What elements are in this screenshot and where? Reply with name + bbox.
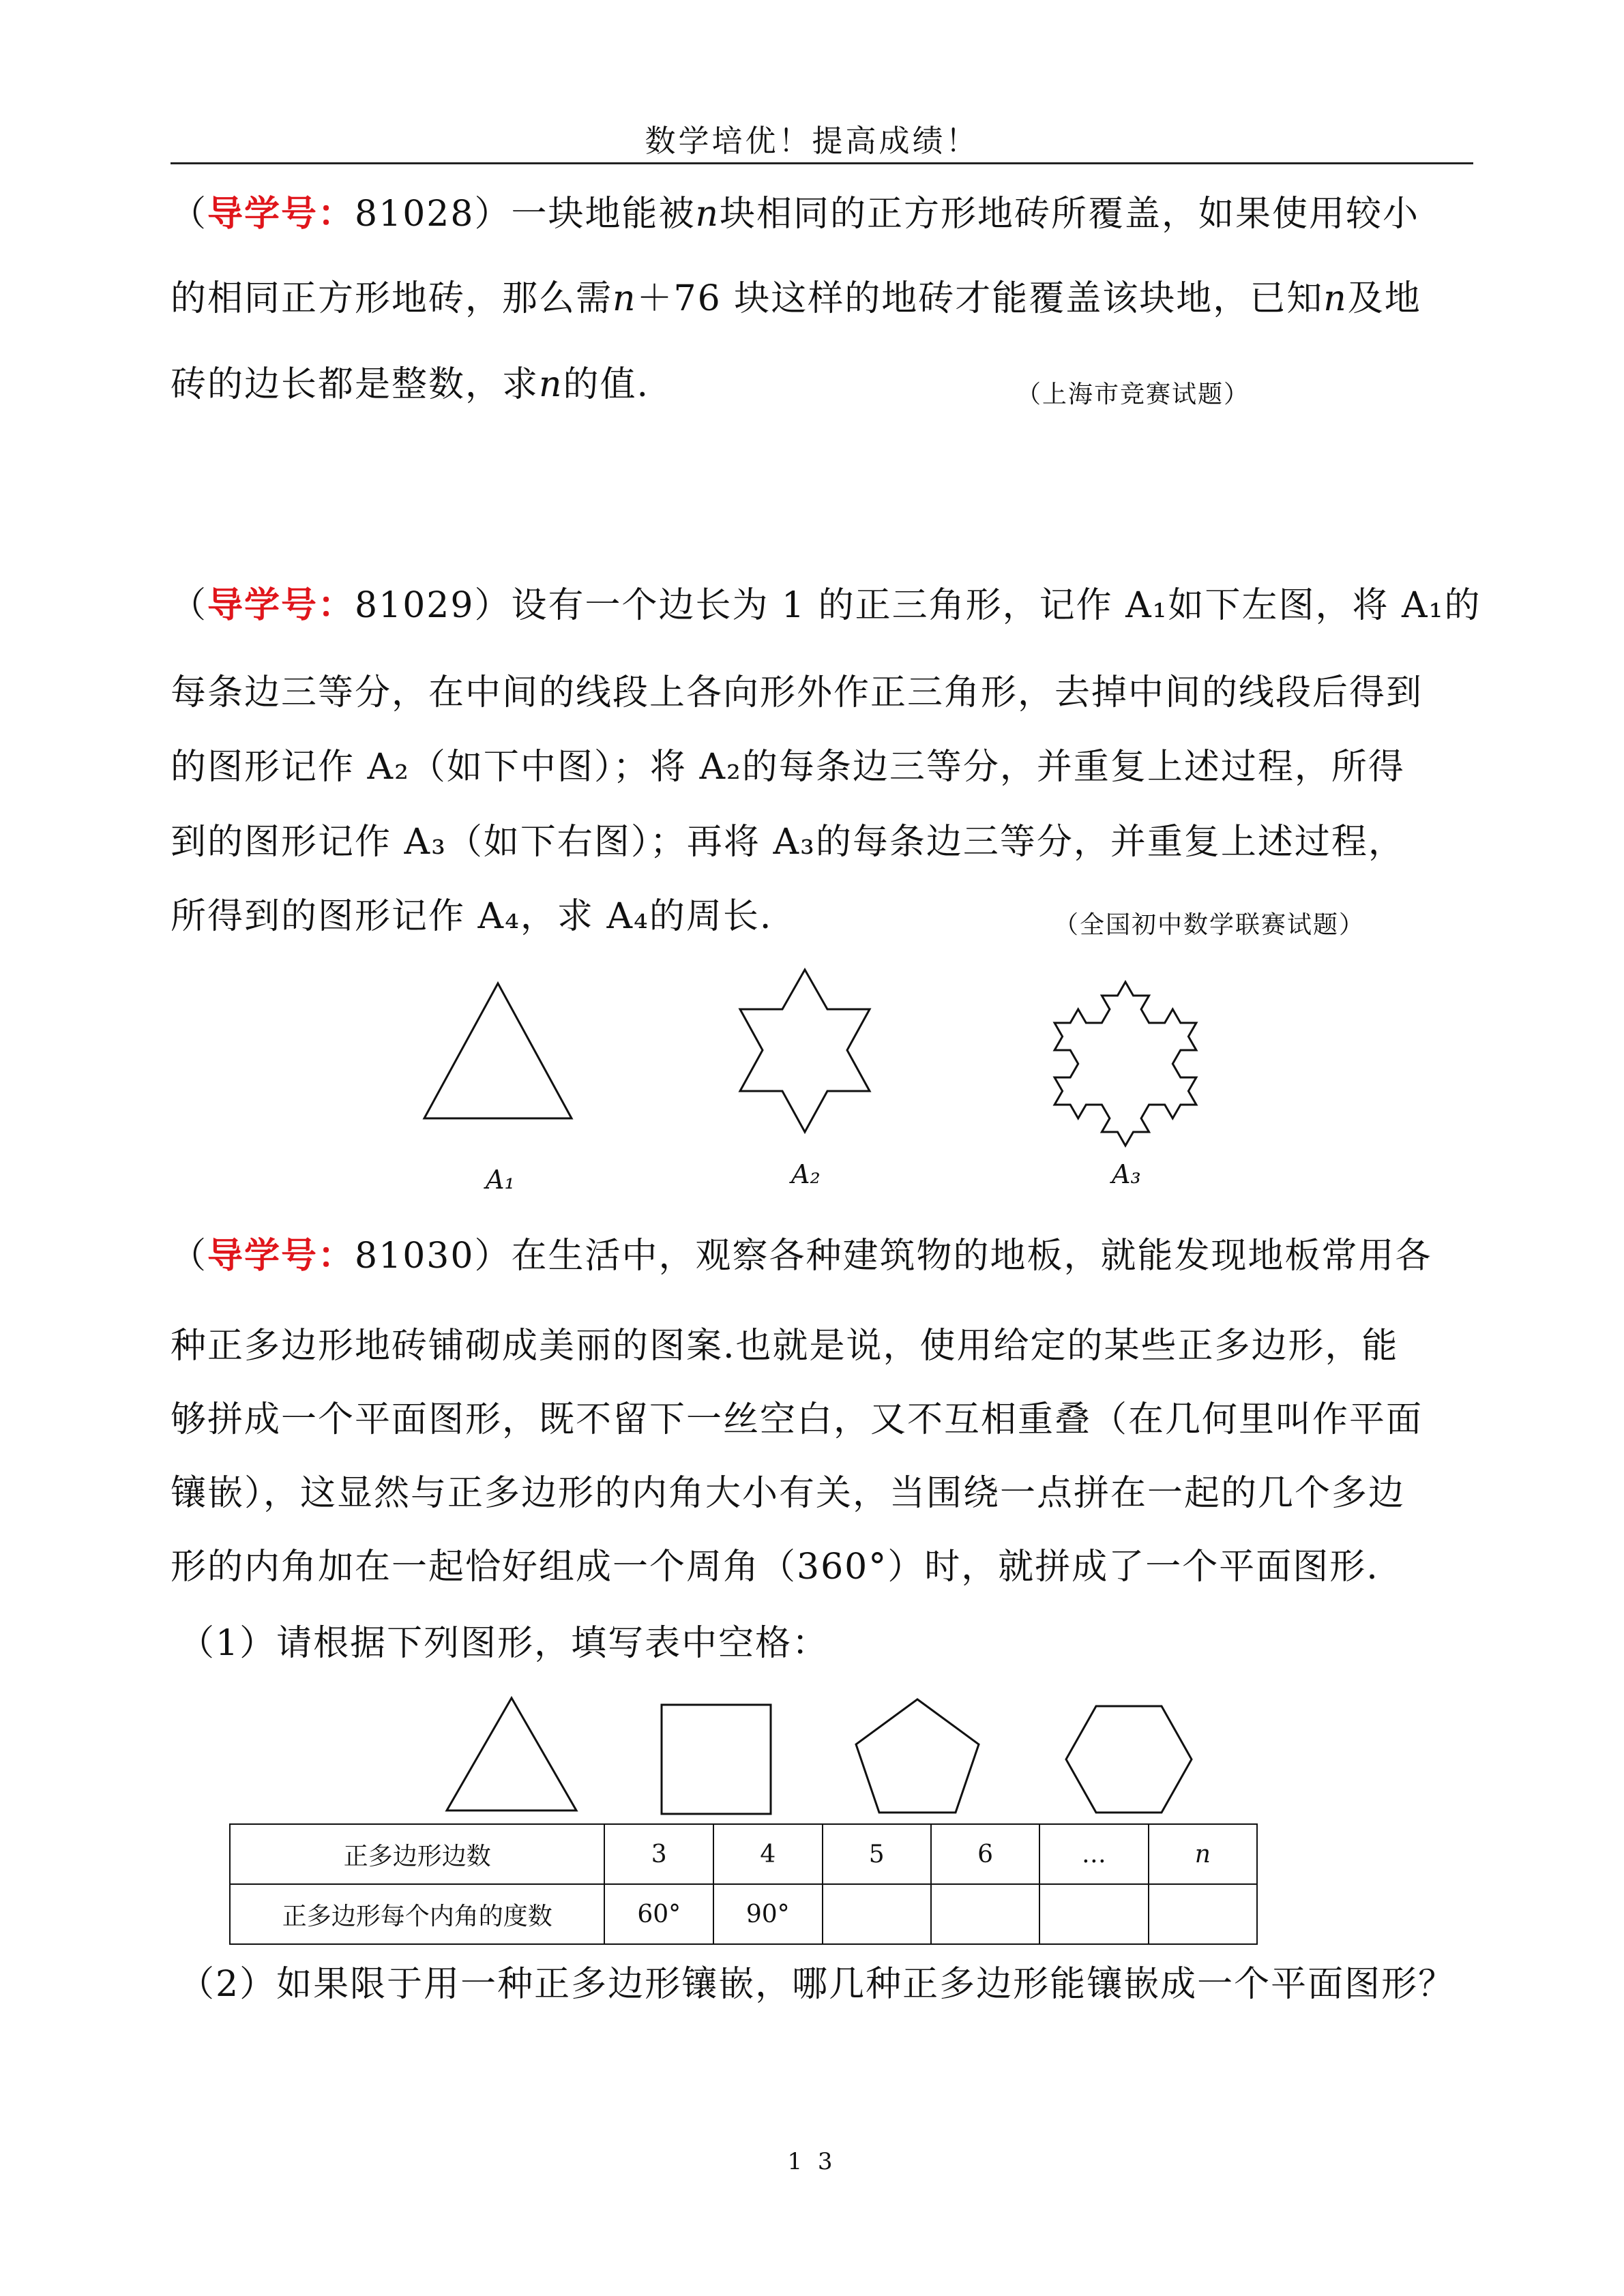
problem3-tag: 导学号： xyxy=(207,1236,355,1277)
problem3-question1: （1）请根据下列图形，填写表中空格： xyxy=(179,1623,829,1664)
problem2-line5: 所得到的图形记作 A₄，求 A₄的周长. xyxy=(171,896,773,937)
problem1-source: （上海市竞赛试题） xyxy=(1016,381,1250,408)
problem1-tag-open: （ xyxy=(171,194,208,235)
table-cell: 5 xyxy=(823,1824,931,1884)
problem1-tag: 导学号： xyxy=(207,194,355,235)
problem2-tag: 导学号： xyxy=(207,585,355,626)
page-header: 数学培优！提高成绩！ xyxy=(645,123,979,159)
table-cell: 60° xyxy=(604,1884,713,1944)
problem1-line2: 的相同正方形地砖，那么需n＋76 块这样的地砖才能覆盖该块地，已知n及地 xyxy=(171,278,1421,319)
problem2-line2: 每条边三等分，在中间的线段上各向形外作正三角形，去掉中间的线段后得到 xyxy=(171,672,1423,713)
var-n: n xyxy=(539,364,563,405)
square-figure xyxy=(655,1698,778,1821)
page-number: 1 3 xyxy=(787,2148,837,2175)
table-cell: 6 xyxy=(931,1824,1039,1884)
problem3-line1: （导学号：81030）在生活中，观察各种建筑物的地板，就能发现地板常用各 xyxy=(171,1236,1432,1277)
figure-label-a2: A₂ xyxy=(791,1159,821,1189)
var-n: n xyxy=(612,278,637,319)
table-cell xyxy=(823,1884,931,1944)
problem2-source: （全国初中数学联赛试题） xyxy=(1054,911,1365,939)
table-cell: … xyxy=(1039,1824,1148,1884)
table-cell: 正多边形每个内角的度数 xyxy=(230,1884,604,1944)
polygon-angle-table xyxy=(229,1823,1258,1945)
table-cell xyxy=(931,1884,1039,1944)
table-row xyxy=(230,1884,1257,1944)
snowflake-a3-figure xyxy=(1023,955,1228,1159)
figure-label-a3: A₃ xyxy=(1112,1159,1141,1189)
problem2-line4: 到的图形记作 A₃（如下右图）；再将 A₃的每条边三等分，并重复上述过程， xyxy=(171,822,1405,863)
table-cell xyxy=(1039,1884,1148,1944)
problem3-question2: （2）如果限于用一种正多边形镶嵌，哪几种正多边形能镶嵌成一个平面图形？ xyxy=(179,1964,1456,2005)
triangle-a1-figure xyxy=(409,975,587,1132)
table-cell: 90° xyxy=(713,1884,823,1944)
header-rule xyxy=(171,162,1473,164)
problem3-line5: 形的内角加在一起恰好组成一个周角（360°）时，就拼成了一个平面图形. xyxy=(171,1547,1379,1587)
star-a2-figure xyxy=(716,961,894,1146)
var-n: n xyxy=(1323,278,1348,319)
problem3-line3: 够拼成一个平面图形，既不留下一丝空白，又不互相重叠（在几何里叫作平面 xyxy=(171,1399,1423,1440)
figure-label-a1: A₁ xyxy=(486,1165,515,1195)
var-n: n xyxy=(695,194,720,235)
table-cell xyxy=(1149,1884,1257,1944)
pentagon-figure xyxy=(849,1691,986,1821)
problem2-line1: （导学号：81029）设有一个边长为 1 的正三角形，记作 A₁如下左图，将 A₁的 xyxy=(171,585,1481,626)
problem1-line1: （导学号：81028）一块地能被n块相同的正方形地砖所覆盖，如果使用较小 xyxy=(171,194,1419,235)
hexagon-figure xyxy=(1061,1698,1197,1821)
table-cell: 正多边形边数 xyxy=(230,1824,604,1884)
table-cell: 3 xyxy=(604,1824,713,1884)
table-row xyxy=(230,1824,1257,1884)
problem2-line3: 的图形记作 A₂（如下中图）；将 A₂的每条边三等分，并重复上述过程，所得 xyxy=(171,747,1405,788)
problem1-line3: 砖的边长都是整数，求n的值. xyxy=(171,364,650,405)
table-cell: 4 xyxy=(713,1824,823,1884)
problem3-line4: 镶嵌），这显然与正多边形的内角大小有关，当围绕一点拼在一起的几个多边 xyxy=(171,1473,1406,1514)
table-cell: n xyxy=(1149,1824,1257,1884)
problem3-line2: 种正多边形地砖铺砌成美丽的图案.也就是说，使用给定的某些正多边形，能 xyxy=(171,1326,1399,1367)
problem1-number: 81028） xyxy=(355,194,512,235)
triangle-figure xyxy=(437,1691,587,1821)
